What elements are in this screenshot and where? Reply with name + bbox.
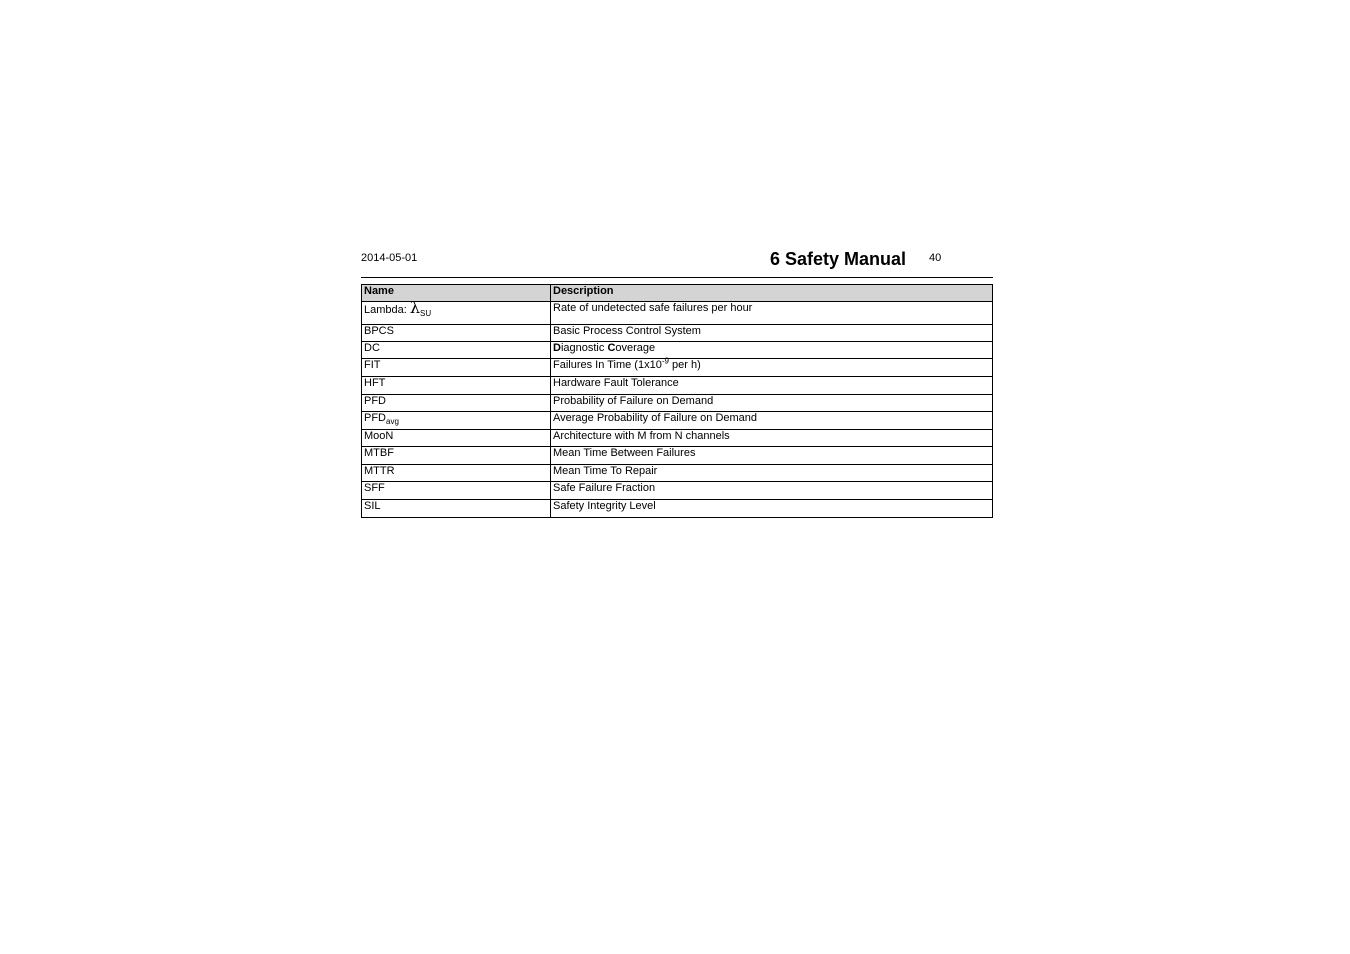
term-cell: DC — [362, 342, 551, 359]
description-cell: Safe Failure Fraction — [551, 482, 993, 500]
table-row — [362, 500, 993, 518]
term-cell: SFF — [362, 482, 551, 500]
table-row — [362, 325, 993, 342]
table-row — [362, 412, 993, 430]
lambda-symbol: λ — [409, 298, 421, 317]
description-cell — [551, 356, 993, 377]
header-divider — [361, 277, 993, 278]
term-text: Lambda: — [364, 304, 410, 316]
page-number: 40 — [929, 252, 942, 264]
description-cell: Mean Time To Repair — [551, 465, 993, 482]
description-cell: Average Probability of Failure on Demand — [551, 412, 993, 430]
term-text: PFD — [364, 412, 386, 424]
table-row — [362, 377, 993, 395]
term-cell: HFT — [362, 377, 551, 395]
column-header-name: Name — [362, 285, 551, 302]
description-text: per h) — [668, 359, 701, 371]
table-row — [362, 447, 993, 465]
term-cell: BPCS — [362, 325, 551, 342]
description-bold-letter: C — [607, 342, 616, 354]
term-cell: PFD — [362, 395, 551, 412]
term-cell: MTTR — [362, 465, 551, 482]
term-cell: SIL — [362, 500, 551, 518]
table-row — [362, 482, 993, 500]
table-row — [362, 302, 993, 325]
abbreviations-table — [361, 284, 993, 518]
term-subscript: SU — [420, 309, 432, 319]
column-header-description: Description — [551, 285, 993, 302]
table-row — [362, 342, 993, 359]
description-cell: Rate of undetected safe failures per hour — [551, 302, 993, 325]
description-cell: Safety Integrity Level — [551, 500, 993, 518]
table-row — [362, 430, 993, 447]
description-cell: Basic Process Control System — [551, 325, 993, 342]
description-text: Failures In Time (1x10 — [553, 359, 662, 371]
description-superscript: -9 — [661, 356, 669, 366]
description-text: iagnostic — [560, 342, 608, 354]
description-text: overage — [615, 342, 656, 354]
description-cell: Architecture with M from N channels — [551, 430, 993, 447]
table-row — [362, 465, 993, 482]
description-bold-letter: D — [553, 342, 561, 354]
table-row — [362, 359, 993, 377]
term-cell: FIT — [362, 359, 551, 377]
description-cell — [551, 342, 993, 359]
term-cell — [362, 298, 551, 325]
term-cell: MTBF — [362, 447, 551, 465]
table-row — [362, 395, 993, 412]
description-cell: Mean Time Between Failures — [551, 447, 993, 465]
page-title: 6 Safety Manual — [769, 249, 906, 269]
table-header-row — [362, 285, 993, 302]
term-cell: MooN — [362, 430, 551, 447]
description-cell: Hardware Fault Tolerance — [551, 377, 993, 395]
term-cell — [362, 412, 551, 430]
description-cell: Probability of Failure on Demand — [551, 395, 993, 412]
term-subscript: avg — [386, 417, 399, 427]
page-date: 2014-05-01 — [361, 252, 418, 264]
